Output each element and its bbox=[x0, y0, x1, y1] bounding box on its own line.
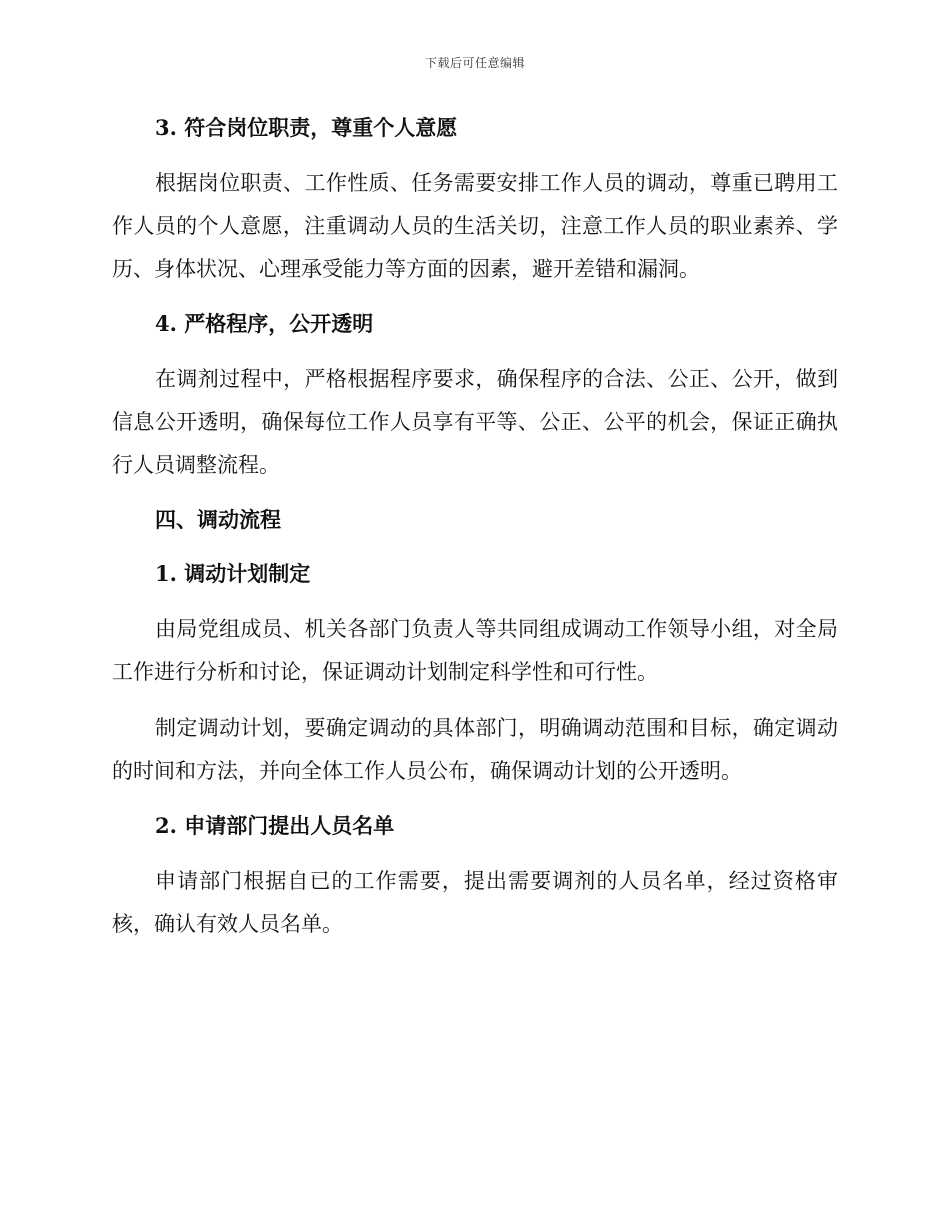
paragraph-leading-group: 由局党组成员、机关各部门负责人等共同组成调动工作领导小组，对全局工作进行分析和讨论，保证调动计划制定科学性和可行性。 bbox=[112, 617, 838, 684]
document-body bbox=[112, 108, 838, 946]
section-heading-4: 4. 严格程序，公开透明 bbox=[155, 311, 374, 336]
section-heading-2: 2. 申请部门提出人员名单 bbox=[155, 813, 395, 838]
paragraph-strict-procedure: 在调剂过程中，严格根据程序要求，确保程序的合法、公正、公开，做到信息公开透明，确保每位工作人员享有平等、公正、公平的机会，保证正确执行人员调整流程。 bbox=[112, 367, 838, 477]
paragraph-personnel-list: 申请部门根据自已的工作需要，提出需要调剂的人员名单，经过资格审核，确认有效人员名单。 bbox=[112, 869, 838, 936]
section-heading-3: 3. 符合岗位职责，尊重个人意愿 bbox=[155, 115, 458, 140]
header-note: 下载后可任意编辑 bbox=[424, 56, 525, 70]
paragraph-transfer-plan: 制定调动计划，要确定调动的具体部门，明确调动范围和目标，确定调动的时间和方法，并向全体工作人员公布，确保调动计划的公开透明。 bbox=[112, 716, 838, 783]
section-heading-1: 1. 调动计划制定 bbox=[155, 561, 311, 586]
chapter-heading-transfer-process: 四、调动流程 bbox=[155, 507, 281, 532]
paragraph-job-duties: 根据岗位职责、工作性质、任务需要安排工作人员的调动，尊重已聘用工作人员的个人意愿，注重调动人员的生活关切，注意工作人员的职业素养、学历、身体状况、心理承受能力等方面的因素，避开差错和漏洞。 bbox=[112, 171, 838, 281]
